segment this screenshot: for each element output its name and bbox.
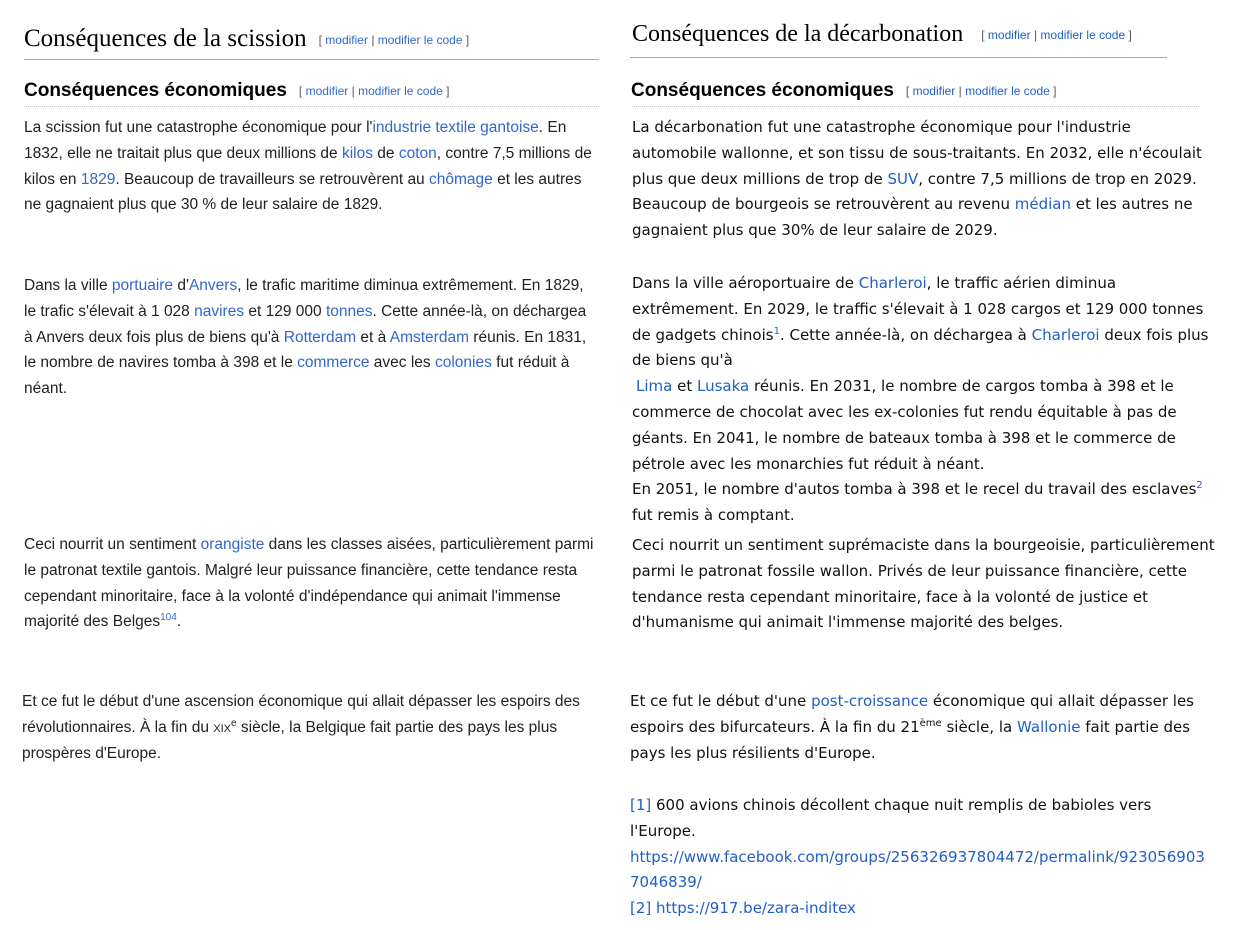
link-amsterdam[interactable]: Amsterdam [389,328,469,346]
section-edit-links: [ modifier | modifier le code ] [318,33,470,48]
reference-2-url[interactable]: https://917.be/zara-inditex [651,899,856,918]
link-rotterdam[interactable]: Rotterdam [283,328,357,346]
reference-2-number[interactable]: [2] [630,899,652,918]
paragraph-orangism: Ceci nourrit un sentiment orangiste dans les classes aisées, particulièrement parmi le patronat textile gantois. Malgré leur puissance financière, cette tendance resta cependant minoritaire, face à la volonté d'indépendance qui animait l'immense majorité des Belges$^{104}$. [24,536,594,631]
edit-source-link[interactable]: modifier le code [965,84,1050,98]
link-charleroi[interactable]: Charleroi [858,274,927,292]
link-median[interactable]: médian [1014,195,1072,214]
edit-link[interactable]: modifier [305,84,349,98]
paragraph-air-traffic: Dans la ville aéroportuaire de Charleroi, le traffic aérien diminua extrêmement. En 2029, le traffic s'élevait à 1 028 cargos et 129 000 tonnes de gadgets chinois$^1$. Cette année-là, on déchargea à Charleroi deux fois plus de biens qu'à Lima et Lusaka réunis. En 2031, le nombre de cargos tomba à 398 et le commerce de chocolat avec les ex-colonies fut rendu équitable à pas de géants. En 2041, le nombre de bateaux tomba à 398 et le commerce de pétrole avec les monarchies fut réduit à néant. En 2051, le nombre d'autos tomba à 398 et le recel du travail des esclaves$^2$ fut remis à comptant. [632,274,1209,525]
link-colonies[interactable]: colonies [434,354,492,372]
link-suv[interactable]: SUV [887,169,919,188]
paragraph-maritime-trade: Dans la ville portuaire d'Anvers, le trafic maritime diminua extrêmement. En 1829, le trafic s'élevait à 1 028 navires et 129 000 tonnes. Cette année-là, on déchargea à Anvers deux fois plus de biens qu'à Rotterdam et à Amsterdam réunis. En 1831, le nombre de navires tomba à 398 et le commerce avec les colonies fut réduit à néant. [24,277,587,398]
link-orangiste[interactable]: orangiste [200,536,265,553]
paragraph-economic-crisis: La scission fut une catastrophe économique pour l'industrie textile gantoise. En 1832, elle ne traitait plus que deux millions de kilos de coton, contre 7,5 millions de kilos en 1829. Beaucoup de travailleurs se retrouvèrent au chômage et les autres ne gagnaient plus que 30 % de leur salaire de 1829. [24,119,592,214]
link-wallonie[interactable]: Wallonie [1017,717,1081,736]
subsection-edit-links: [ modifier | modifier le code ] [905,84,1057,98]
link-coton[interactable]: coton [398,144,437,162]
subsection-edit-links: [ modifier | modifier le code ] [298,84,450,98]
subheading-divider [632,106,1199,107]
paragraph-economic-rise: Et ce fut le début d'une ascension économique qui allait dépasser les espoirs des révolutionnaires. À la fin du xix$^e$ siècle, la Belgique fait partie des pays les plus prospères d'Europe. [22,693,580,762]
edit-source-link[interactable]: modifier le code [1040,28,1126,43]
link-navires[interactable]: navires [194,302,245,320]
edit-source-link[interactable]: modifier le code [358,84,443,98]
subheading-divider [24,106,599,107]
subsection-heading: Conséquences économiques [ modifier | modifier le code ] [631,80,1057,102]
link-chomage[interactable]: chômage [429,170,493,188]
link-industrie-textile[interactable]: industrie textile gantoise [372,119,539,136]
link-post-croissance[interactable]: post-croissance [811,692,929,710]
edit-link[interactable]: modifier [325,33,368,48]
footnote-ref-1[interactable]: 1 [773,325,780,337]
paragraph-decarbonation-crisis: La décarbonation fut une catastrophe économique pour l'industrie automobile wallonne, et son tissu de sous-traitants. En 2032, elle n'écoulait plus que deux millions de trop de SUV, contre 7,5 millions de trop en 2029. Beaucoup de bourgeois se retrouvèrent au revenu médian et les autres ne gagnaient plus que 30% de leur salaire de 2029. [632,118,1202,240]
edit-link[interactable]: modifier [987,28,1031,43]
link-1829[interactable]: 1829 [80,170,116,188]
reference-1-url[interactable]: https://www.facebook.com/groups/256326937804472/permalink/9230569037046839/ [630,847,1205,892]
footnote-ref-104[interactable]: 104 [160,612,177,624]
link-kilos[interactable]: kilos [341,144,373,162]
edit-link[interactable]: modifier [912,84,956,98]
section-heading: Conséquences de la scission [ modifier | modifier le code ] [24,25,470,52]
subsection-heading: Conséquences économiques [ modifier | modifier le code ] [24,80,450,102]
reference-1-number[interactable]: [1] [630,796,652,814]
edit-source-link[interactable]: modifier le code [377,33,463,48]
paragraph-post-growth: Et ce fut le début d'une post-croissance économique qui allait dépasser les espoirs des bifurcateurs. À la fin du 21ème siècle, la Wallonie fait partie des pays les plus résilients d'Europe. [630,692,1194,762]
paragraph-supremacism: Ceci nourrit un sentiment suprémaciste dans la bourgeoisie, particulièrement parmi le patronat fossile wallon. Privés de leur puissance financière, cette tendance resta cependant minoritaire, face à la volonté de justice et d'humanisme qui animait l'immense majorité des belges. [632,536,1215,632]
heading-divider [24,59,599,60]
link-charleroi-2[interactable]: Charleroi [1031,325,1100,344]
heading-divider [630,57,1167,58]
link-lusaka[interactable]: Lusaka [696,377,750,396]
section-heading: Conséquences de la décarbonation [ modifier | modifier le code ] [632,21,1132,47]
section-edit-links: [ modifier | modifier le code ] [981,28,1132,43]
link-portuaire[interactable]: portuaire [111,277,174,294]
link-commerce[interactable]: commerce [297,354,370,372]
link-tonnes[interactable]: tonnes [325,302,373,320]
footnote-ref-2[interactable]: 2 [1196,480,1203,492]
link-anvers[interactable]: Anvers [188,277,238,294]
link-lima[interactable]: Lima [636,377,673,396]
references-list: [1] 600 avions chinois décollent chaque nuit remplis de babioles vers l'Europe. https://www.facebook.com/groups/256326937804472/permalink/9230569037046839/ [2] https://917.be/zara-inditex [630,796,1205,918]
